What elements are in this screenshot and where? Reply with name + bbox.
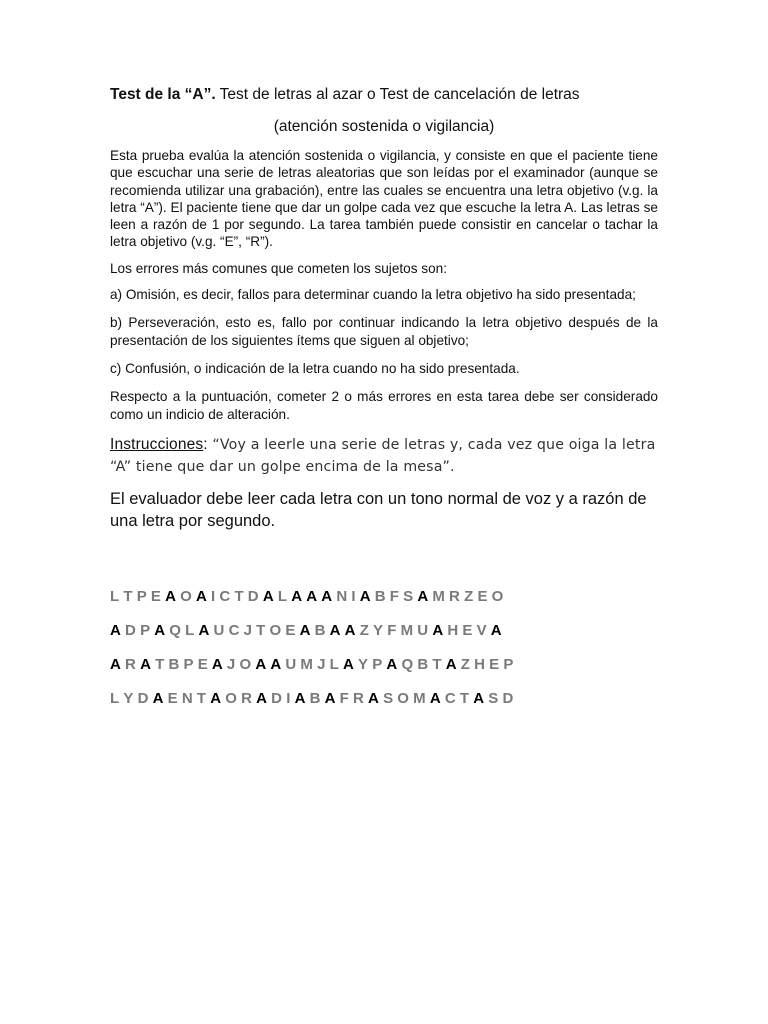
letter: O (239, 656, 252, 674)
letter: J (317, 656, 326, 674)
target-letter: A (324, 690, 336, 708)
intro-paragraph: Esta prueba evalúa la atención sostenida o vigilancia, y consiste en que el paciente tiene que escuchar una serie de letras aleatorias que son leídas por el examinador (aunque se recomienda utilizar una grabación), entre las cuales se encuentra una letra objetivo (v.g. la letra “A”). El paciente tiene que dar un golpe cada vez que escuche la letra A. Las letras se leen a razón de 1 por segundo. La tarea también puede consistir en cancelar o tachar la letra objetivo (v.g. “E”, “R”). (110, 148, 658, 250)
letter: R (241, 690, 252, 708)
target-letter: A (262, 588, 274, 606)
title-bold-part: Test de la “A”. (110, 86, 216, 103)
target-letter: A (140, 656, 151, 674)
letter: E (489, 656, 500, 674)
target-letter: A (344, 622, 356, 640)
errors-intro-paragraph: Los errores más comunes que cometen los sujetos son: (110, 260, 447, 276)
letter: J (226, 656, 236, 674)
target-letter: A (429, 690, 441, 708)
evaluator-note: El evaluador debe leer cada letra con un tono normal de voz y a razón de una letra por segundo. (110, 489, 647, 530)
instructions-label: Instrucciones (110, 435, 204, 453)
error-omission-paragraph: a) Omisión, es decir, fallos para determinar cuando la letra objetivo ha sido presentada; (110, 287, 636, 303)
instructions-colon: : (203, 435, 208, 453)
target-letter: A (211, 656, 223, 674)
letter: M (300, 656, 313, 674)
letter: Z (464, 588, 474, 606)
letter: D (137, 690, 149, 708)
letter: P (183, 656, 194, 674)
letter: F (389, 588, 399, 606)
letter: B (417, 656, 429, 674)
letter: M (400, 622, 414, 640)
letter: V (476, 622, 487, 640)
document-title (110, 84, 658, 106)
target-letter: A (490, 622, 502, 640)
target-letter: A (154, 622, 166, 640)
document-subtitle: (atención sostenida o vigilancia) (273, 118, 495, 135)
letter: P (372, 656, 383, 674)
letter: L (185, 622, 195, 640)
letter: M (432, 588, 445, 606)
letter: O (225, 690, 237, 708)
letter: H (447, 622, 459, 640)
target-letter: A (299, 622, 311, 640)
letter: C (219, 588, 231, 606)
letter: S (488, 690, 499, 708)
instructions-paragraph (110, 434, 658, 478)
letter-sequence (110, 580, 658, 716)
letter: U (285, 656, 297, 674)
letter: R (449, 588, 460, 606)
letter: Z (460, 656, 470, 674)
letter: P (140, 622, 151, 640)
letter: C (228, 622, 240, 640)
letter: Y (123, 690, 134, 708)
letter: D (271, 690, 283, 708)
instructions-quote: “Voy a leerle una serie de letras y, cada vez que oiga la letra “A” tiene que dar un golpe encima de la mesa”. (110, 436, 656, 475)
target-letter: A (359, 588, 371, 606)
letter: E (167, 690, 178, 708)
letter: T (256, 622, 266, 640)
letter: L (110, 690, 120, 708)
letter: N (181, 690, 193, 708)
letter: B (168, 656, 180, 674)
target-letter: A (198, 622, 210, 640)
letter: T (459, 690, 470, 708)
error-perseveration-paragraph: b) Perseveración, esto es, fallo por continuar indicando la letra objetivo después de la presentación de los siguientes ítems que siguen al objetivo; (110, 315, 658, 348)
letter: Q (169, 622, 181, 640)
target-letter: A (291, 588, 303, 606)
target-letter: A (432, 622, 444, 640)
letter: S (383, 690, 394, 708)
letter-row (110, 682, 658, 716)
letter: T (234, 588, 244, 606)
target-letter: A (152, 690, 164, 708)
letter: D (125, 622, 136, 640)
letter: D (502, 690, 514, 708)
letter: I (286, 690, 291, 708)
letter: E (285, 622, 296, 640)
letter: T (432, 656, 442, 674)
letter: B (314, 622, 326, 640)
letter-row (110, 648, 658, 682)
target-letter: A (342, 656, 354, 674)
letter: T (196, 690, 207, 708)
letter: F (339, 690, 349, 708)
letter: Z (359, 622, 369, 640)
letter: H (474, 656, 485, 674)
document-page (110, 84, 658, 716)
target-letter: A (110, 622, 121, 640)
letter: O (269, 622, 282, 640)
letter: I (211, 588, 216, 606)
letter: B (309, 690, 321, 708)
letter: Q (401, 656, 414, 674)
target-letter: A (294, 690, 306, 708)
letter: L (277, 588, 288, 606)
letter: Y (358, 656, 369, 674)
scoring-paragraph: Respecto a la puntuación, cometer 2 o más errores en esta tarea debe ser considerado como un indicio de alteración. (110, 389, 658, 422)
target-letter: A (270, 656, 282, 674)
letter: L (110, 588, 120, 606)
error-confusion-paragraph: c) Confusión, o indicación de la letra cuando no ha sido presentada. (110, 360, 520, 376)
letter: O (180, 588, 192, 606)
target-letter: A (306, 588, 318, 606)
title-rest-part: Test de letras al azar o Test de cancelación de letras (215, 86, 580, 103)
target-letter: A (329, 622, 341, 640)
letter: B (374, 588, 386, 606)
letter: Y (373, 622, 384, 640)
letter: T (123, 588, 133, 606)
letter: E (197, 656, 208, 674)
target-letter: A (473, 690, 485, 708)
letter: P (136, 588, 147, 606)
letter: D (247, 588, 259, 606)
letter: U (213, 622, 225, 640)
target-letter: A (417, 588, 429, 606)
target-letter: A (165, 588, 176, 606)
letter: L (329, 656, 339, 674)
target-letter: A (110, 656, 121, 674)
target-letter: A (256, 690, 267, 708)
letter: M (413, 690, 426, 708)
letter-row (110, 614, 658, 648)
letter: R (125, 656, 136, 674)
letter: E (150, 588, 161, 606)
letter: J (243, 622, 252, 640)
letter: E (477, 588, 488, 606)
letter: S (403, 588, 414, 606)
letter: C (444, 690, 456, 708)
letter: U (417, 622, 429, 640)
letter: O (397, 690, 409, 708)
target-letter: A (321, 588, 333, 606)
target-letter: A (386, 656, 398, 674)
target-letter: A (196, 588, 207, 606)
letter: I (351, 588, 356, 606)
letter: E (462, 622, 473, 640)
target-letter: A (210, 690, 222, 708)
letter: R (353, 690, 364, 708)
letter: O (491, 588, 504, 606)
target-letter: A (368, 690, 379, 708)
letter: T (155, 656, 165, 674)
letter: F (387, 622, 397, 640)
target-letter: A (255, 656, 267, 674)
target-letter: A (445, 656, 457, 674)
letter-row (110, 580, 658, 614)
letter: N (336, 588, 348, 606)
letter: P (503, 656, 514, 674)
